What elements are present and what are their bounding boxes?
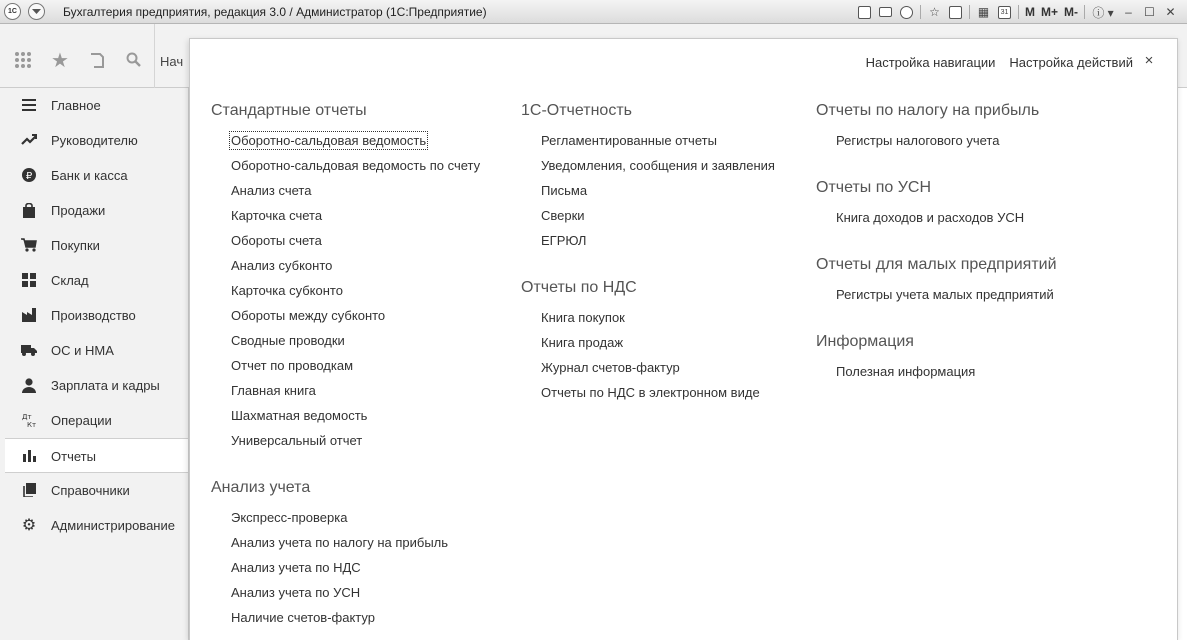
menu-link[interactable]: Шахматная ведомость <box>231 408 368 423</box>
app-logo-icon: 1С <box>4 3 21 20</box>
calculator-icon[interactable]: ▦ <box>977 5 990 19</box>
svg-text:₽: ₽ <box>25 171 33 182</box>
sidebar-item-label: Продажи <box>51 203 106 218</box>
close-icon[interactable]: × <box>1144 52 1154 69</box>
cart-icon <box>21 237 37 253</box>
group-title: Информация <box>816 333 914 350</box>
memory-plus-button[interactable]: M+ <box>1040 5 1058 19</box>
menu-link[interactable]: Анализ учета по налогу на прибыль <box>231 535 449 550</box>
sidebar-item-label: Производство <box>51 308 136 323</box>
print-icon[interactable] <box>875 2 896 22</box>
bar-chart-icon <box>21 448 37 464</box>
top-panel-icons <box>0 24 155 88</box>
menu-link[interactable]: Оборотно-сальдовая ведомость по счету <box>231 158 481 173</box>
preview-icon[interactable] <box>896 2 917 22</box>
menu-link[interactable]: ЕГРЮЛ <box>541 233 587 248</box>
sidebar-item-bank[interactable] <box>5 158 188 193</box>
sidebar-item-warehouse[interactable] <box>5 263 188 298</box>
menu-link[interactable]: Главная книга <box>231 383 316 398</box>
sidebar-item-label: Администрирование <box>51 518 175 533</box>
navigation-settings-link[interactable]: Настройка навигации <box>865 55 996 70</box>
sidebar-item-label: Покупки <box>51 238 100 253</box>
sidebar-item-label: Справочники <box>51 483 130 498</box>
action-settings-link[interactable]: Настройка действий <box>1009 55 1133 70</box>
sidebar-item-purchases[interactable] <box>5 228 188 263</box>
menu-link[interactable]: Анализ учета по УСН <box>231 585 361 600</box>
favorite-icon[interactable]: ☆ <box>929 5 940 19</box>
sidebar-item-label: Зарплата и кадры <box>51 378 160 393</box>
gear-icon: ⚙ <box>21 517 37 534</box>
menu-link[interactable]: Анализ учета по НДС <box>231 560 361 575</box>
menu-link[interactable]: Сводные проводки <box>231 333 345 348</box>
bag-icon <box>21 202 37 218</box>
menu-link[interactable]: Книга покупок <box>541 310 625 325</box>
menu-link[interactable]: Отчеты по НДС в электронном виде <box>541 385 760 400</box>
factory-icon <box>21 307 37 323</box>
title-toolbar <box>854 2 1181 22</box>
main-menu-button[interactable] <box>28 3 45 20</box>
truck-icon <box>21 342 37 358</box>
menu-link[interactable]: Наличие счетов-фактур <box>231 610 375 625</box>
sidebar-item-manager[interactable] <box>5 123 188 158</box>
menu-link[interactable]: Полезная информация <box>836 364 976 379</box>
group-title: Отчеты по УСН <box>816 179 932 196</box>
sidebar-item-label: Руководителю <box>51 133 138 148</box>
sidebar-item-production[interactable] <box>5 298 188 333</box>
menu-link[interactable]: Регистры учета малых предприятий <box>836 287 1054 302</box>
group-title: Отчеты по НДС <box>521 279 637 296</box>
sidebar <box>0 88 189 640</box>
calendar-icon[interactable]: 31 <box>994 2 1015 22</box>
sidebar-item-label: Операции <box>51 413 112 428</box>
history-icon[interactable] <box>87 50 107 70</box>
search-icon[interactable] <box>124 50 144 70</box>
sidebar-item-catalogs[interactable] <box>5 473 188 508</box>
sidebar-item-label: Склад <box>51 273 89 288</box>
reports-menu-popup <box>189 38 1178 640</box>
menu-link[interactable]: Отчет по проводкам <box>231 358 354 373</box>
sidebar-item-operations[interactable] <box>5 403 188 438</box>
menu-link[interactable]: Обороты счета <box>231 233 322 248</box>
person-icon <box>21 377 37 393</box>
window-title: Бухгалтерия предприятия, редакция 3.0 / Администратор (1С:Предприятие) <box>63 5 487 19</box>
trend-icon <box>21 132 37 148</box>
menu-link[interactable]: Письма <box>541 183 588 198</box>
menu-link[interactable]: Обороты между субконто <box>231 308 386 323</box>
sidebar-item-reports[interactable] <box>5 438 188 473</box>
menu-link[interactable]: Оборотно-сальдовая ведомость <box>231 133 427 148</box>
star-icon[interactable]: ★ <box>51 49 69 72</box>
apps-icon[interactable] <box>13 50 33 70</box>
close-button[interactable]: ✕ <box>1165 5 1176 19</box>
group-title: Отчеты для малых предприятий <box>816 256 1057 273</box>
tab-home[interactable]: Нач <box>160 54 184 69</box>
sidebar-item-main[interactable] <box>5 88 188 123</box>
warehouse-icon <box>21 272 37 288</box>
popup-settings-links <box>866 55 1133 70</box>
minimize-button[interactable]: – <box>1125 5 1132 19</box>
group-title: Стандартные отчеты <box>211 102 367 119</box>
sidebar-item-sales[interactable] <box>5 193 188 228</box>
menu-link[interactable]: Регистры налогового учета <box>836 133 1000 148</box>
ruble-icon <box>21 167 37 183</box>
memory-minus-button[interactable]: M- <box>1064 5 1078 19</box>
book-icon <box>21 482 37 498</box>
toolbar-divider <box>1084 5 1085 19</box>
group-title: Отчеты по налогу на прибыль <box>816 102 1040 119</box>
group-title: 1С-Отчетность <box>521 102 632 119</box>
menu-link[interactable]: Книга продаж <box>541 335 624 350</box>
sidebar-item-label: Банк и касса <box>51 168 128 183</box>
group-title: Анализ учета <box>211 479 311 496</box>
menu-link[interactable]: Анализ субконто <box>231 258 333 273</box>
menu-link[interactable]: Сверки <box>541 208 585 223</box>
menu-link[interactable]: Карточка субконто <box>231 283 343 298</box>
menu-lines-icon <box>21 97 37 113</box>
title-bar <box>0 0 1187 24</box>
save-icon[interactable] <box>854 2 875 22</box>
toolbar-divider <box>1018 5 1019 19</box>
menu-link[interactable]: Уведомления, сообщения и заявления <box>541 158 775 173</box>
memory-button[interactable]: M <box>1024 5 1035 19</box>
menu-link[interactable]: Анализ счета <box>231 183 312 198</box>
sidebar-item-administration[interactable] <box>5 508 188 543</box>
maximize-button[interactable]: ☐ <box>1144 5 1155 19</box>
sidebar-item-assets[interactable] <box>5 333 188 368</box>
menu-link[interactable]: Журнал счетов-фактур <box>541 360 680 375</box>
sidebar-item-salary[interactable] <box>5 368 188 403</box>
menu-link[interactable]: Универсальный отчет <box>231 433 363 448</box>
menu-link[interactable]: Карточка счета <box>231 208 323 223</box>
toolbar-divider <box>920 5 921 19</box>
menu-link[interactable]: Регламентированные отчеты <box>541 133 717 148</box>
menu-link[interactable]: Книга доходов и расходов УСН <box>836 210 1025 225</box>
svg-text:Кт: Кт <box>27 421 37 428</box>
info-icon[interactable]: ⓘ ▾ <box>1092 5 1114 20</box>
toolbar-divider <box>969 5 970 19</box>
dt-kt-icon <box>21 412 37 428</box>
chevron-down-icon <box>32 8 41 15</box>
menu-link[interactable]: Экспресс-проверка <box>231 510 348 525</box>
svg-text:Дт: Дт <box>22 413 32 421</box>
sidebar-item-label: Отчеты <box>51 449 96 464</box>
sidebar-item-label: ОС и НМА <box>51 343 114 358</box>
history-icon[interactable] <box>945 2 966 22</box>
sidebar-item-label: Главное <box>51 98 101 113</box>
